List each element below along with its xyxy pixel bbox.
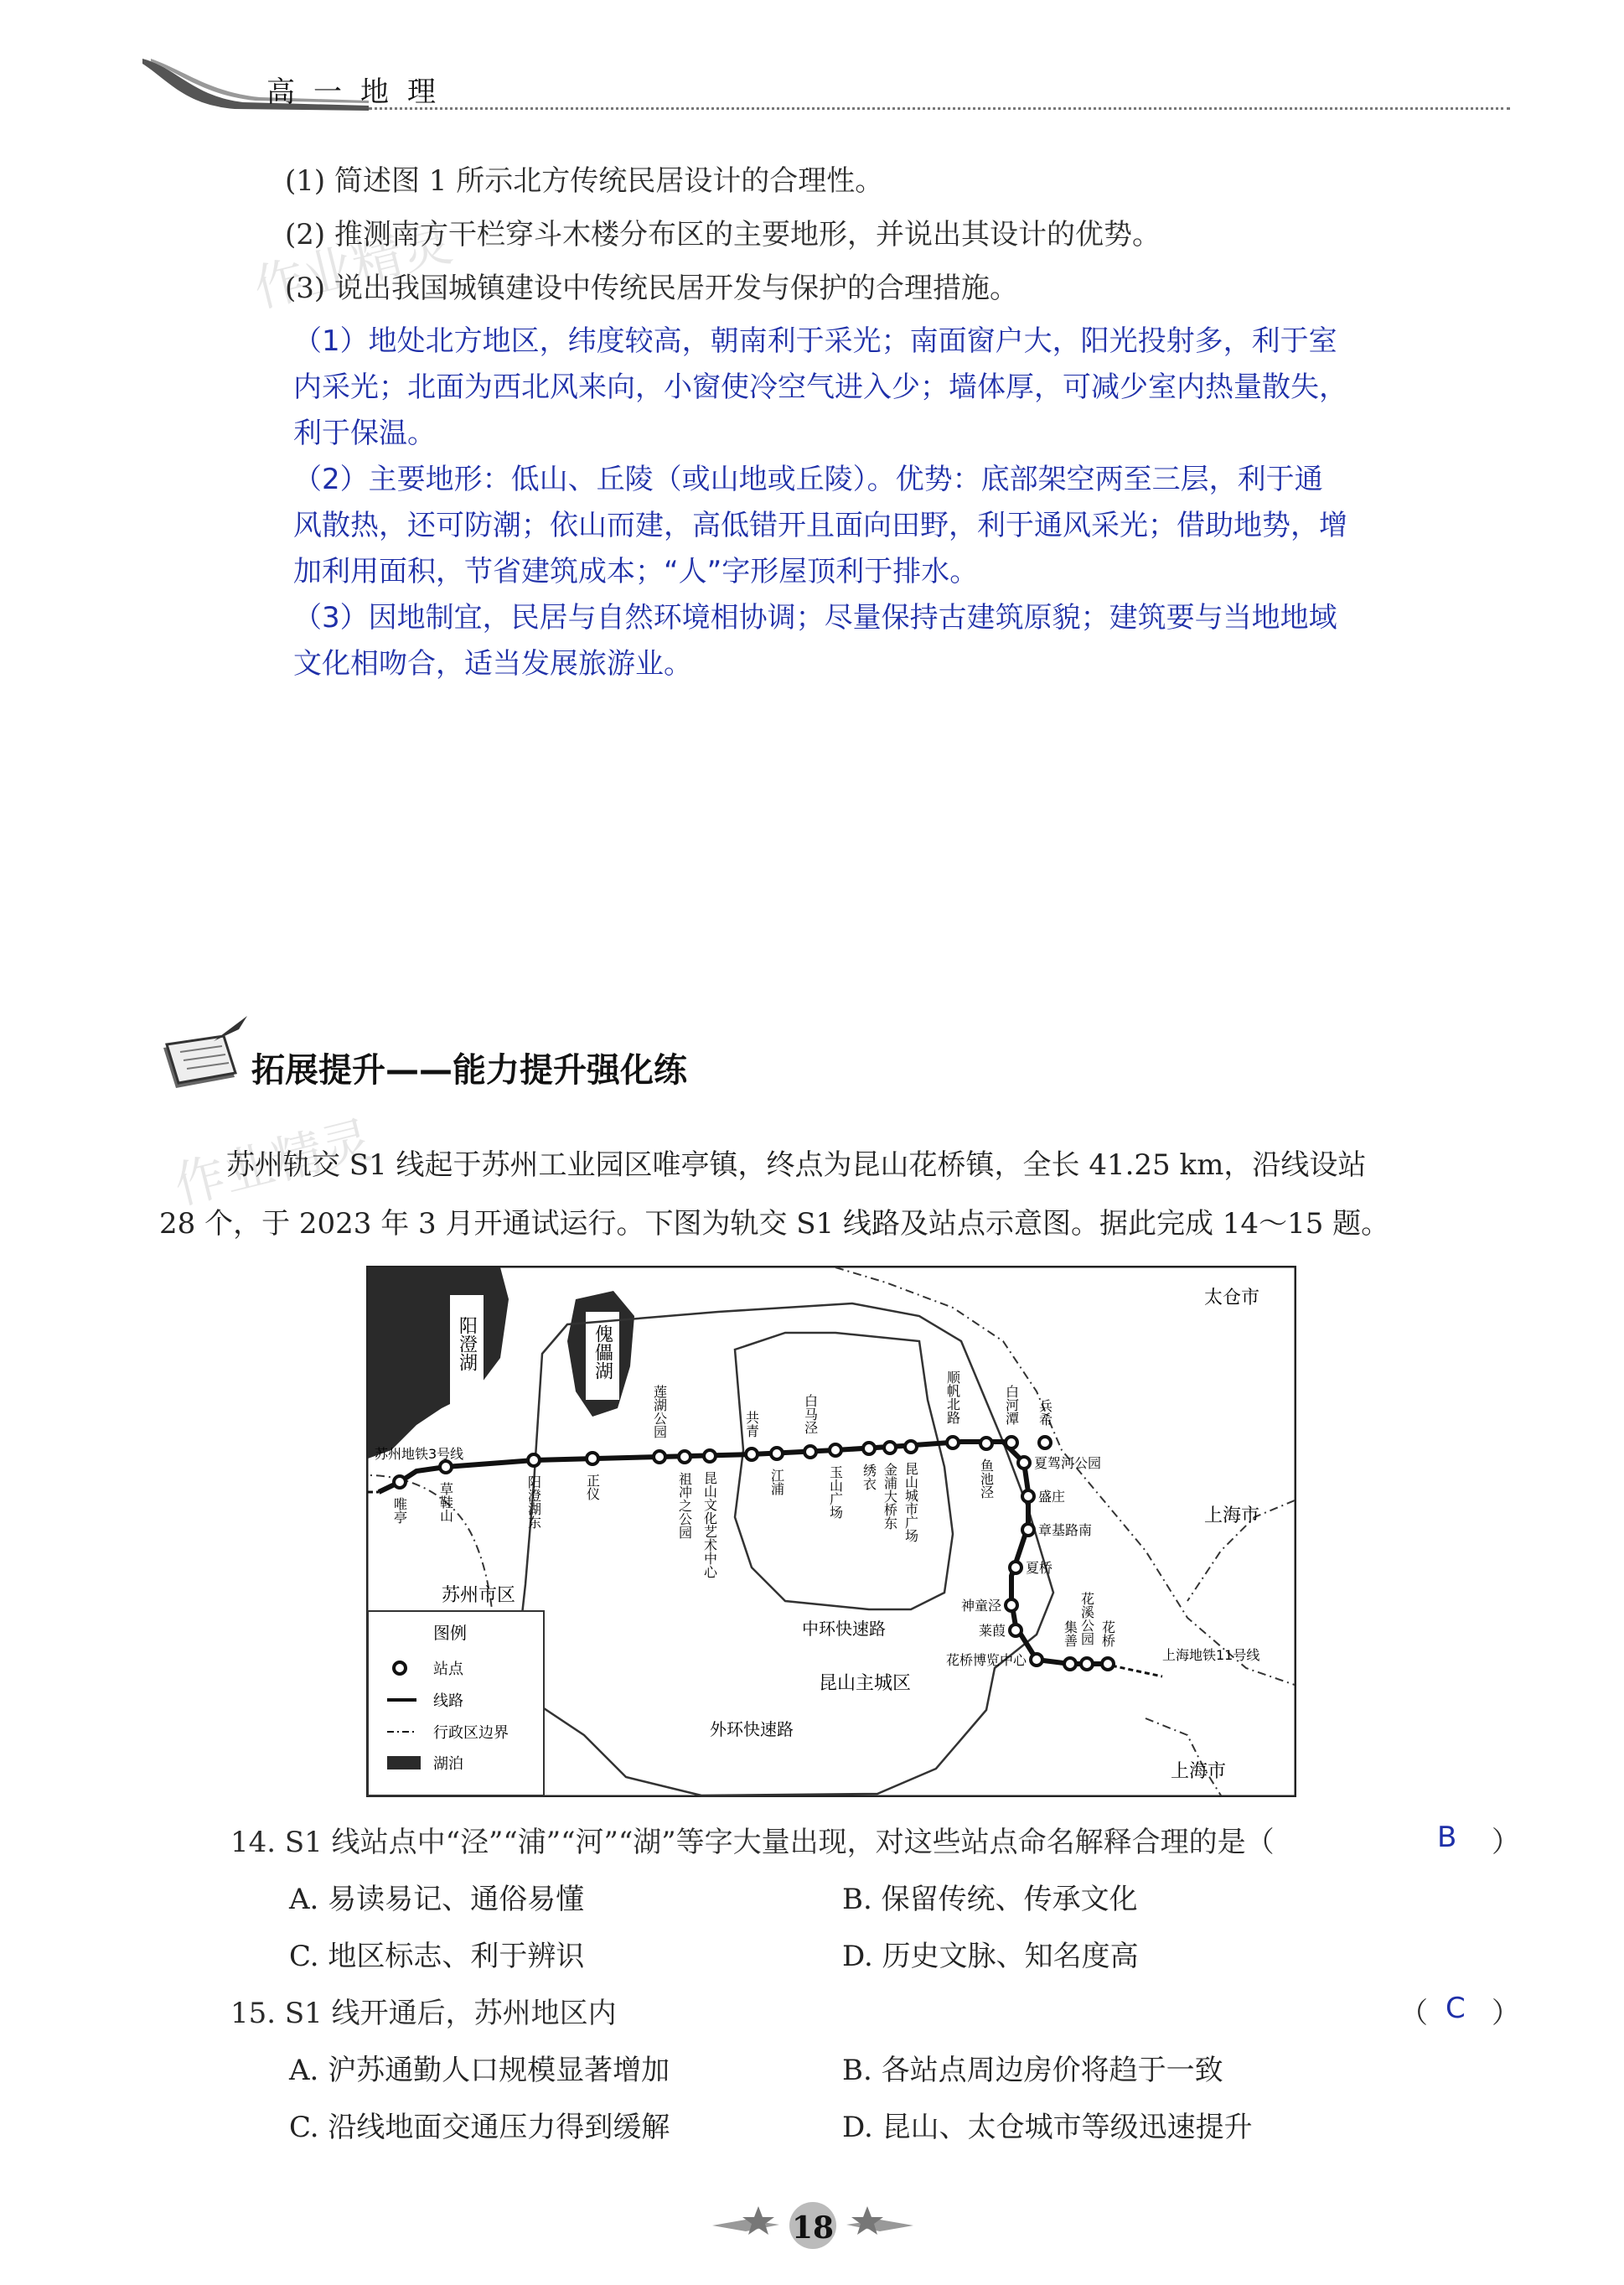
station-marker [746,1448,758,1460]
legend-item: 湖泊 [433,1755,463,1773]
watermark: 作业精灵 [168,1110,379,1216]
station-marker [528,1454,540,1466]
station-label: 兵希 [1037,1399,1053,1426]
answer-line: 风散热，还可防潮；依山而建，高低错开且面向田野，利于通风采光；借助地势，增 [293,509,1347,542]
legend-item: 线路 [433,1692,463,1710]
station-marker [830,1444,841,1456]
region-label: 太仓市 [1204,1288,1260,1308]
station-marker [771,1448,783,1459]
station-marker [1064,1658,1076,1670]
watermark: 作业精灵 [248,213,458,319]
connection-label: 苏州地铁3号线 [375,1446,464,1462]
answer-block [293,319,1525,687]
station-label: 莲湖公园 [651,1385,668,1438]
q15-option-d: D. 昆山、太仓城市等级迅速提升 [842,2111,1253,2144]
q15-option-c: C. 沿线地面交通压力得到缓解 [289,2111,670,2144]
connection-label: 上海地铁11号线 [1162,1647,1260,1663]
station-label: 草鞋山 [437,1482,454,1522]
station-label: 夏桥 [1026,1560,1053,1576]
station-marker [980,1438,992,1449]
header-title: 高一地理 [266,75,454,109]
station-label: 花溪公园 [1078,1592,1095,1645]
station-marker [863,1443,875,1454]
station-marker [1006,1437,1017,1448]
station-label: 顺帆北路 [944,1370,961,1424]
answer-line: 内采光；北面为西北风来向，小窗使冷空气进入少；墙体厚，可减少室内热量散失， [293,370,1347,404]
station-marker [1039,1437,1051,1448]
station-label: 正仪 [584,1474,601,1500]
q15-open: （ [1399,1997,1428,2030]
lake-label: 傀儡湖 [592,1324,613,1380]
q14-option-d: D. 历史文脉、知名度高 [842,1940,1139,1973]
station-label: 绣衣 [861,1464,877,1490]
station-marker [1022,1490,1034,1502]
station-label: 莱葭 [979,1623,1006,1639]
lake-label: 阳澄湖 [456,1316,478,1371]
station-label: 鱼池泾 [978,1459,995,1499]
station-marker [679,1451,690,1463]
station-marker [804,1446,816,1458]
page-number: 18 [791,2210,835,2246]
question-1: (1) 简述图 1 所示北方传统民居设计的合理性。 [285,164,884,198]
region-label: 昆山主城区 [819,1673,912,1694]
station-label: 集善 [1062,1620,1078,1647]
intro-paragraph [159,1136,1533,1253]
q14-option-c: C. 地区标志、利于辨识 [289,1940,585,1973]
station-marker [654,1451,665,1463]
q15-close: ） [1492,1997,1520,2030]
station-marker [1010,1562,1021,1573]
road-label: 中环快速路 [802,1619,886,1639]
station-marker [884,1442,896,1453]
station-marker [587,1453,598,1464]
q14-option-b: B. 保留传统、传承文化 [842,1883,1138,1916]
station-marker [440,1461,452,1473]
station-label: 章基路南 [1038,1522,1093,1538]
s1-line-map [366,1266,1296,1797]
station-label: 夏驾河公园 [1034,1455,1102,1471]
station-marker [1081,1658,1093,1670]
station-label: 白河潭 [1003,1385,1020,1425]
question-3: (3) 说出我国城镇建设中传统民居开发与保护的合理措施。 [285,272,1018,305]
q15-option-a: A. 沪苏通勤人口规模显著增加 [289,2054,670,2087]
q15-option-b: B. 各站点周边房价将趋于一致 [842,2054,1223,2087]
station-label: 神童泾 [961,1598,1002,1614]
station-label: 白马泾 [802,1394,819,1434]
station-marker [1102,1658,1114,1670]
region-label: 上海市 [1204,1505,1260,1526]
station-label: 昆山文化艺术中心 [701,1471,718,1578]
station-marker [905,1441,917,1453]
q14-stem: 14. S1 线站点中“泾”“浦”“河”“湖”等字大量出现，对这些站点命名解释合理的是（ [230,1826,1275,1859]
book-quill-icon [155,1014,256,1098]
q15-stem: 15. S1 线开通后，苏州地区内 [230,1997,617,2030]
station-label: 花桥 [1099,1620,1116,1647]
header-rule [369,107,1510,110]
answer-line: （3）因地制宜，民居与自然环境相协调；尽量保持古建筑原貌；建筑要与当地地域 [293,601,1337,635]
answer-line: 文化相吻合，适当发展旅游业。 [293,647,692,681]
answer-line: （2）主要地形：低山、丘陵（或山地或丘陵）。优势：底部架空两至三层，利于通 [293,463,1323,496]
answer-line: 加利用面积，节省建筑成本；“人”字形屋顶利于排水。 [293,555,979,588]
answer-line: （1）地处北方地区，纬度较高，朝南利于采光；南面窗户大，阳光投射多，利于室 [293,324,1337,358]
station-label: 江浦 [768,1469,785,1495]
station-label: 昆山城市广场 [903,1462,919,1542]
station-marker [947,1437,959,1448]
station-label: 共青 [743,1411,760,1438]
intro-line: 苏州轨交 S1 线起于苏州工业园区唯亭镇，终点为昆山花桥镇，全长 41.25 km，沿线设站 [226,1148,1367,1182]
region-label: 上海市 [1171,1761,1227,1782]
station-marker [1018,1457,1030,1469]
intro-line: 28 个，于 2023 年 3 月开通试运行。下图为轨交 S1 线路及站点示意图。据此完成 14～15 题。 [159,1207,1390,1241]
q15-answer: C [1446,1992,1466,2025]
station-marker [1010,1624,1021,1636]
map-legend [368,1611,544,1795]
station-marker [394,1476,406,1488]
legend-item: 行政区边界 [433,1724,509,1742]
station-label: 花桥博览中心 [946,1652,1027,1668]
section-title: 拓展提升——能力提升强化练 [251,1051,687,1090]
road-label: 外环快速路 [710,1719,794,1739]
station-label: 玉山广场 [827,1465,844,1519]
station-label: 祖冲之公园 [676,1472,693,1539]
station-label: 唯亭 [391,1497,408,1524]
q14-close: ） [1492,1826,1520,1859]
answer-line: 利于保温。 [293,417,436,450]
station-marker [704,1450,716,1462]
legend-item: 站点 [433,1661,463,1678]
station-label: 阳澄湖东 [525,1475,542,1529]
station-marker [1022,1524,1034,1536]
station-label: 金浦大桥东 [882,1463,898,1530]
legend-title: 图例 [433,1623,467,1643]
question-2: (2) 推测南方干栏穿斗木楼分布区的主要地形，并说出其设计的优势。 [285,218,1161,251]
station-marker [1031,1654,1042,1666]
station-label: 盛庄 [1038,1489,1066,1505]
q14-option-a: A. 易读易记、通俗易懂 [289,1883,585,1916]
station-marker [1006,1599,1017,1611]
region-label: 苏州市区 [442,1585,516,1606]
q14-answer: B [1437,1821,1457,1854]
